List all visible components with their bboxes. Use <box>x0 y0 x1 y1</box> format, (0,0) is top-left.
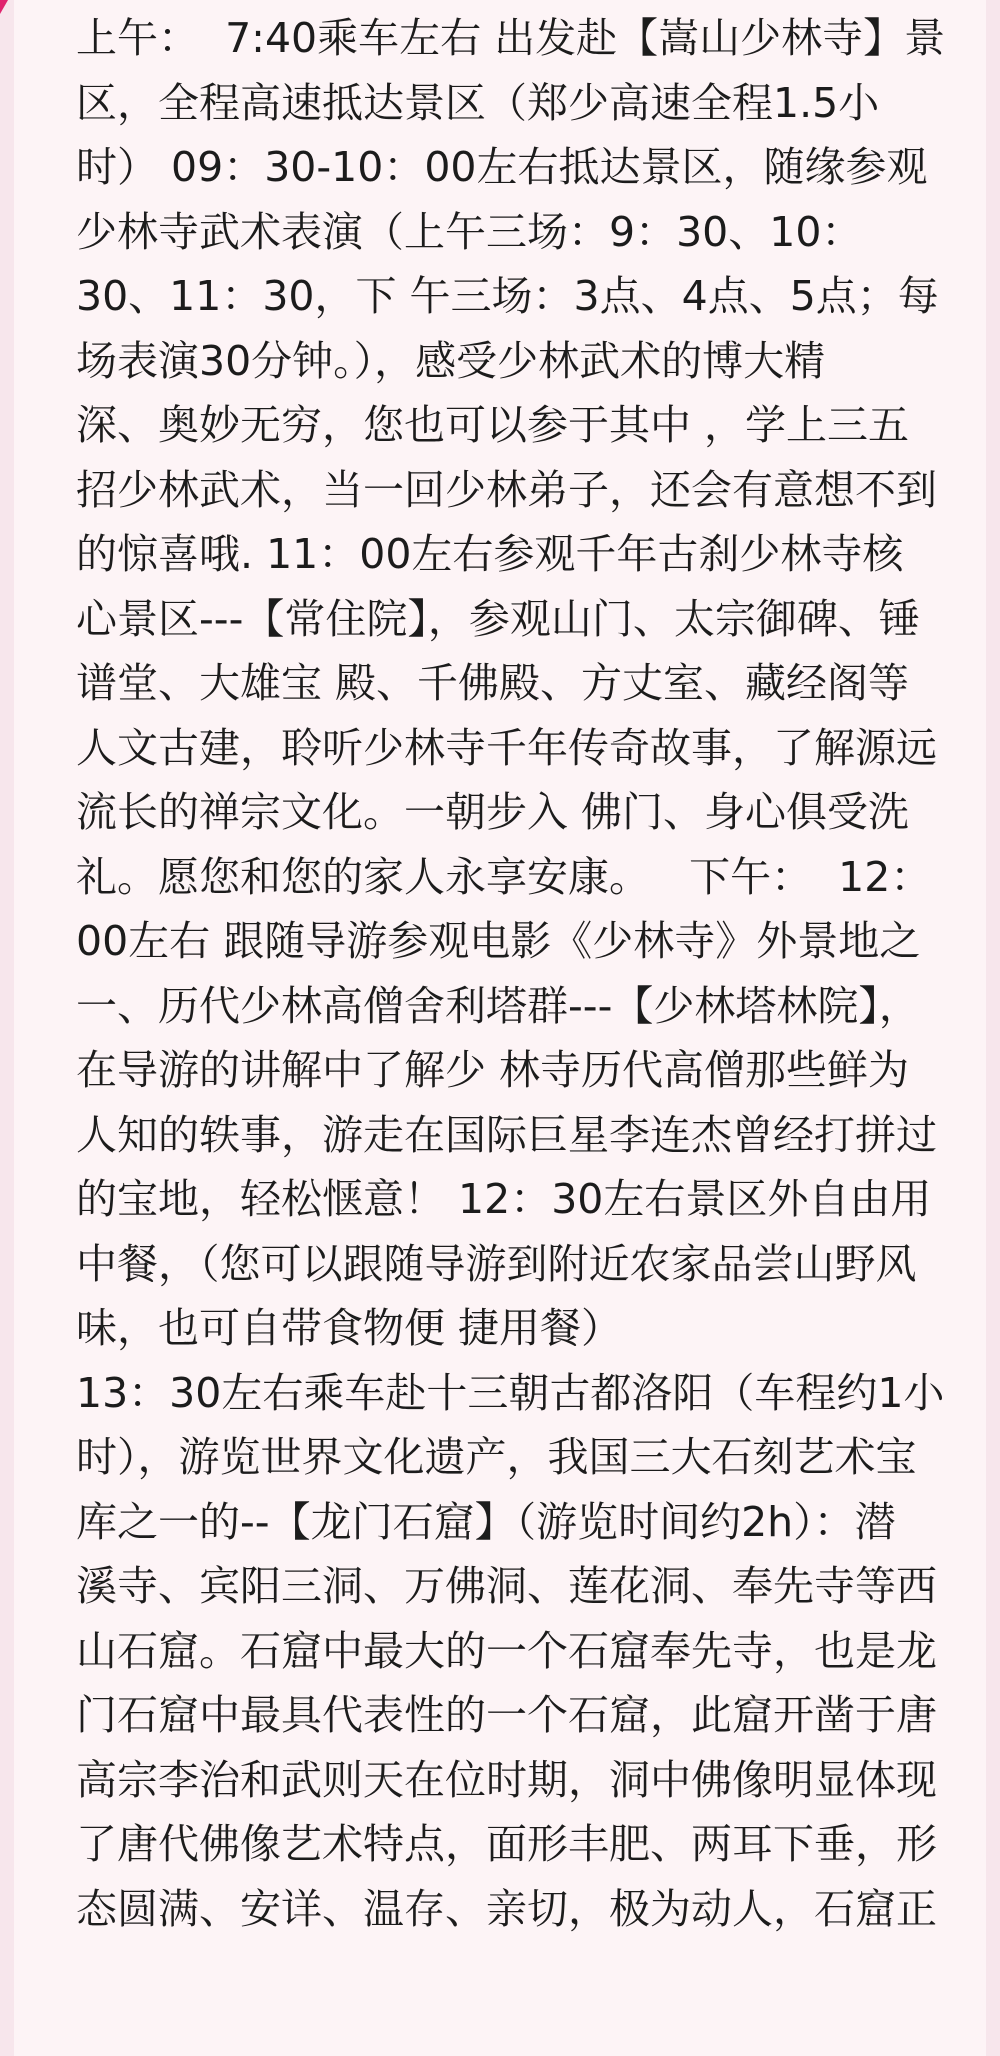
article-line: 谱堂、大雄宝 殿、千佛殿、方丈室、藏经阁等 <box>76 659 910 707</box>
article-line: 在导游的讲解中了解少 林寺历代高僧那些鲜为 <box>76 1046 910 1094</box>
article-line: 人知的轶事，游走在国际巨星李连杰曾经打拼过 <box>76 1110 937 1159</box>
article-line: 招少林武术，当一回少林弟子，还会有意想不到 <box>76 465 937 514</box>
corner-accent-mark <box>0 0 8 14</box>
article-line: 少林寺武术表演（上午三场：9：30、10： <box>76 207 863 256</box>
article-line: 礼。愿您和您的家人永享安康。 下午： 12： <box>76 852 932 901</box>
article-text <box>76 6 976 1941</box>
article-line: 00左右 跟随导游参观电影《少林寺》外景地之 <box>76 917 921 965</box>
article-line: 的惊喜哦. 11：00左右参观千年古刹少林寺核 <box>76 530 904 578</box>
article-line: 门石窟中最具代表性的一个石窟，此窟开凿于唐 <box>76 1691 937 1739</box>
article-line: 高宗李治和武则天在位时期，洞中佛像明显体现 <box>76 1755 937 1804</box>
article-line: 时），游览世界文化遗产，我国三大石刻艺术宝 <box>76 1433 917 1481</box>
article-line: 心景区---【常住院】，参观山门、太宗御碑、锤 <box>76 594 920 643</box>
article-line: 了唐代佛像艺术特点，面形丰肥、两耳下垂，形 <box>76 1820 937 1868</box>
article-line: 上午： 7:40乘车左右 出发赴【嵩山少林寺】景 <box>76 14 946 62</box>
article-line: 库之一的--【龙门石窟】（游览时间约2h）：潜 <box>76 1497 896 1546</box>
article-line: 13：30左右乘车赴十三朝古都洛阳（车程约1小 <box>76 1368 945 1417</box>
article-line: 态圆满、安详、温存、亲切，极为动人，石窟正 <box>76 1884 937 1933</box>
article-line: 山石窟。石窟中最大的一个石窟奉先寺，也是龙 <box>76 1626 937 1675</box>
article-line: 中餐，（您可以跟随导游到附近农家品尝山野风 <box>76 1239 917 1288</box>
article-line: 场表演30分钟。），感受少林武术的博大精 <box>76 336 826 385</box>
article-line: 区，全程高速抵达景区（郑少高速全程1.5小 <box>76 78 880 127</box>
article-line: 30、11：30，下 午三场：3点、4点、5点；每 <box>76 272 939 320</box>
article-line: 味，也可自带食物便 捷用餐） <box>76 1304 623 1352</box>
article-line: 深、奥妙无穷，您也可以参于其中 ，学上三五 <box>76 401 910 449</box>
article-line: 一、历代少林高僧舍利塔群---【少林塔林院】， <box>76 981 920 1030</box>
article-line: 的宝地，轻松惬意！ 12：30左右景区外自由用 <box>76 1175 932 1223</box>
article-line: 人文古建，聆听少林寺千年传奇故事，了解源远 <box>76 723 937 772</box>
article-line: 时） 09：30-10：00左右抵达景区，随缘参观 <box>76 143 928 191</box>
article-line: 溪寺、宾阳三洞、万佛洞、莲花洞、奉先寺等西 <box>76 1562 937 1610</box>
article-line: 流长的禅宗文化。一朝步入 佛门、身心俱受洗 <box>76 788 910 836</box>
content-panel <box>14 0 986 2056</box>
